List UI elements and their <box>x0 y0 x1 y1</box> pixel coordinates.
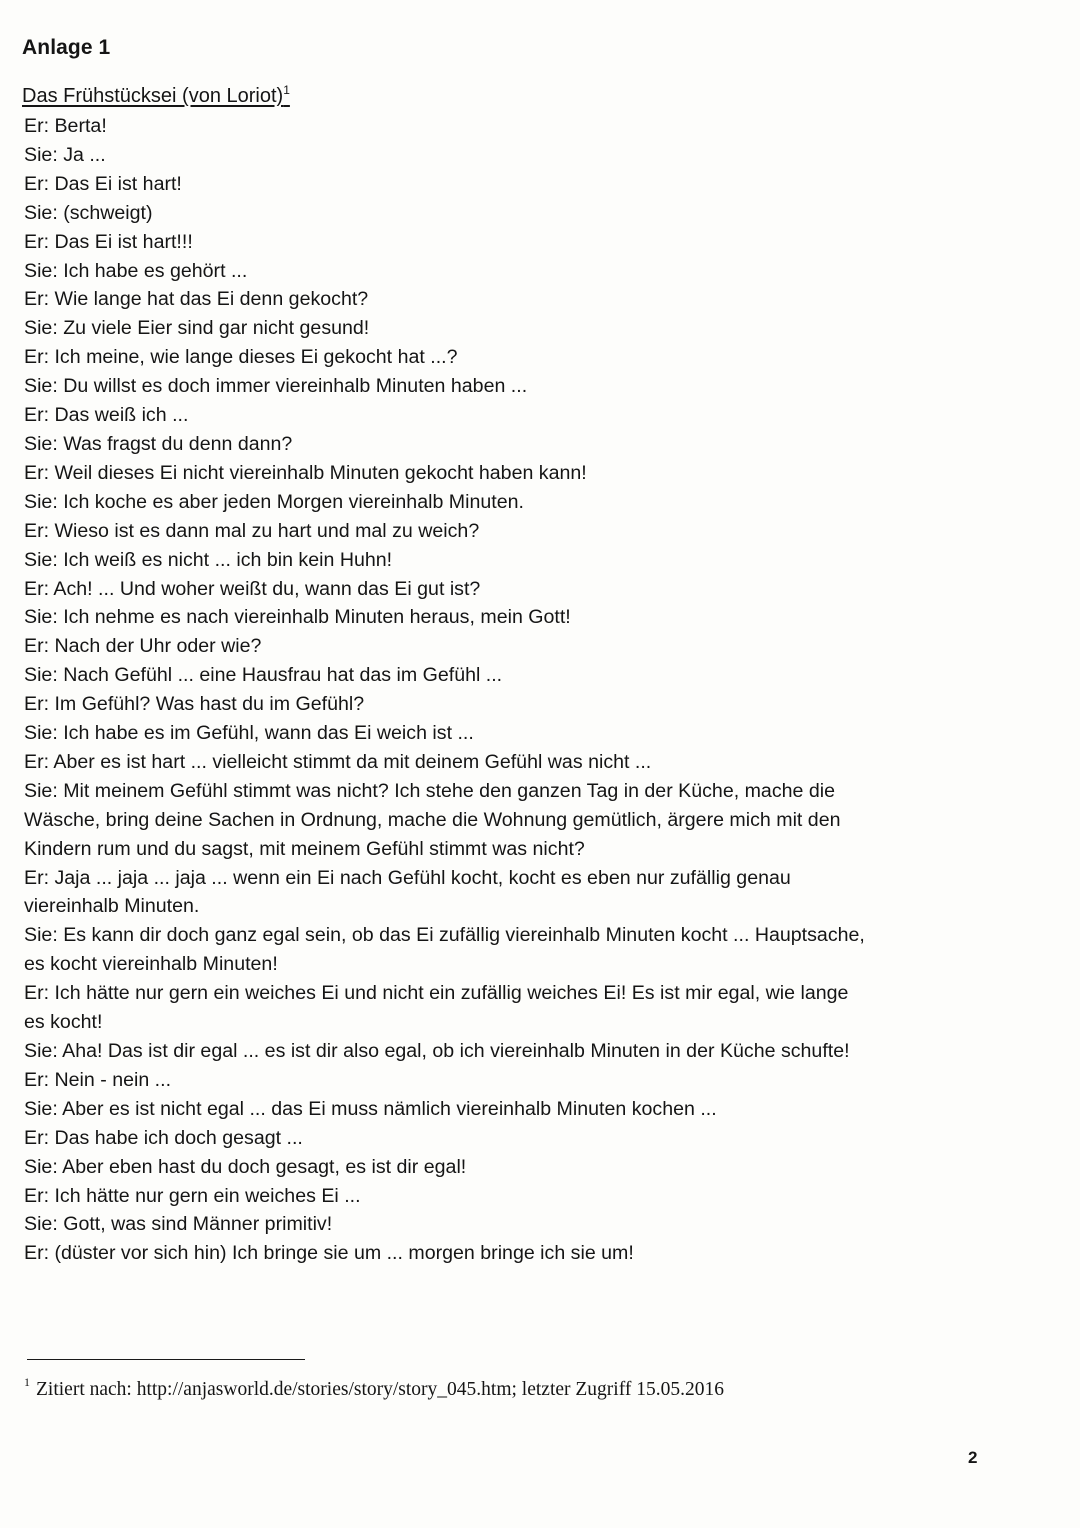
dialogue-line: Er: Nach der Uhr oder wie? <box>24 635 262 658</box>
document-title-text: Das Frühstücksei (von Loriot) <box>22 85 284 107</box>
dialogue-line: Sie: Zu viele Eier sind gar nicht gesund! <box>24 317 370 340</box>
dialogue-line: Er: Weil dieses Ei nicht viereinhalb Minuten gekocht haben kann! <box>24 461 587 484</box>
dialogue-line: Er: Nein - nein ... <box>24 1068 172 1091</box>
dialogue-list <box>24 112 874 1268</box>
dialogue-line: Er: Wieso ist es dann mal zu hart und mal zu weich? <box>24 519 480 542</box>
dialogue-line: Er: Das Ei ist hart!!! <box>24 230 193 253</box>
title-footnote-marker: 1 <box>283 83 290 97</box>
dialogue-line: Er: Das Ei ist hart! <box>24 172 182 195</box>
dialogue-line: Er: Das weiß ich ... <box>24 404 189 427</box>
dialogue-line: Sie: Was fragst du denn dann? <box>24 432 293 455</box>
dialogue-line: Er: Ich hätte nur gern ein weiches Ei und nicht ein zufällig weiches Ei! Es ist mir egal, wie lange es kocht! <box>24 982 849 1034</box>
dialogue-line: Sie: Ich koche es aber jeden Morgen viereinhalb Minuten. <box>24 490 524 513</box>
footnote-separator <box>27 1359 305 1360</box>
dialogue-line: Sie: Ich habe es gehört ... <box>24 259 248 282</box>
page-heading: Anlage 1 <box>22 36 111 59</box>
dialogue-line: Sie: Ich nehme es nach viereinhalb Minuten heraus, mein Gott! <box>24 606 571 629</box>
dialogue-line: Sie: Es kann dir doch ganz egal sein, ob das Ei zufällig viereinhalb Minuten kocht ... Hauptsache, es kocht viereinhalb Minuten! <box>24 924 865 976</box>
dialogue-line: Sie: Aber eben hast du doch gesagt, es ist dir egal! <box>24 1155 467 1178</box>
dialogue-line: Er: Im Gefühl? Was hast du im Gefühl? <box>24 693 365 716</box>
footnote <box>24 1375 724 1401</box>
dialogue-line: Sie: (schweigt) <box>24 201 153 224</box>
dialogue-line: Sie: Ich weiß es nicht ... ich bin kein Huhn! <box>24 548 393 571</box>
dialogue-line: Er: Ach! ... Und woher weißt du, wann das Ei gut ist? <box>24 577 481 600</box>
dialogue-line: Er: Berta! <box>24 115 107 137</box>
dialogue-line: Er: Aber es ist hart ... vielleicht stimmt da mit deinem Gefühl was nicht ... <box>24 750 652 773</box>
dialogue-line: Er: (düster vor sich hin) Ich bringe sie um ... morgen bringe ich sie um! <box>24 1242 634 1265</box>
dialogue-line: Er: Wie lange hat das Ei denn gekocht? <box>24 288 369 311</box>
dialogue-line: Er: Ich hätte nur gern ein weiches Ei ... <box>24 1184 361 1207</box>
dialogue-line: Sie: Ja ... <box>24 143 106 166</box>
dialogue-line: Er: Jaja ... jaja ... jaja ... wenn ein Ei nach Gefühl kocht, kocht es eben nur zufällig genau viereinhalb Minuten. <box>24 866 791 918</box>
page-number: 2 <box>968 1448 978 1467</box>
footnote-text: Zitiert nach: http://anjasworld.de/stories/story/story_045.htm; letzter Zugriff 15.05.2016 <box>36 1379 724 1400</box>
dialogue-line: Sie: Nach Gefühl ... eine Hausfrau hat das im Gefühl ... <box>24 664 503 687</box>
dialogue-line: Sie: Aha! Das ist dir egal ... es ist dir also egal, ob ich viereinhalb Minuten in der Küche schufte! <box>24 1040 850 1062</box>
footnote-marker: 1 <box>24 1375 30 1389</box>
document-title <box>22 83 290 108</box>
dialogue-line: Er: Ich meine, wie lange dieses Ei gekocht hat ...? <box>24 346 458 369</box>
dialogue-line: Er: Das habe ich doch gesagt ... <box>24 1126 303 1149</box>
dialogue-line: Sie: Ich habe es im Gefühl, wann das Ei weich ist ... <box>24 722 474 745</box>
dialogue-line: Sie: Mit meinem Gefühl stimmt was nicht? Ich stehe den ganzen Tag in der Küche, mache die Wäsche, bring deine Sachen in Ordnung, mache die Wohnung gemütlich, ärgere mich mit den Kindern rum und du sagst, mit meinem Gefühl stimmt was nicht? <box>24 779 841 860</box>
dialogue-line: Sie: Du willst es doch immer viereinhalb Minuten haben ... <box>24 375 528 398</box>
dialogue-line: Sie: Gott, was sind Männer primitiv! <box>24 1213 333 1236</box>
dialogue-line: Sie: Aber es ist nicht egal ... das Ei muss nämlich viereinhalb Minuten kochen ... <box>24 1097 717 1120</box>
